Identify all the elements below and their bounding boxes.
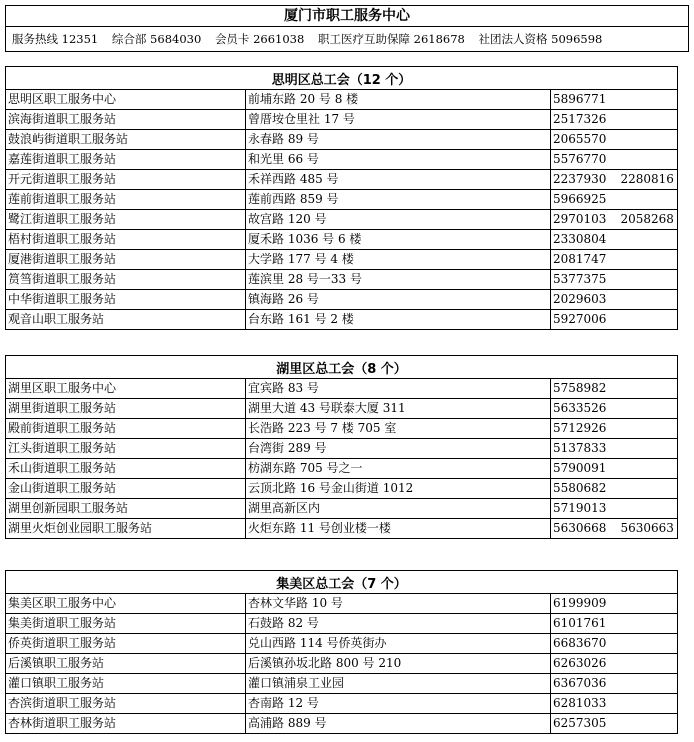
station-phone: 2517326 [553, 112, 607, 126]
table-row [6, 110, 678, 130]
station-address: 厦禾路 1036 号 6 楼 [246, 230, 551, 250]
station-phone-cell [551, 694, 678, 714]
table-row [6, 150, 678, 170]
station-name: 湖里创新园职工服务站 [6, 499, 246, 519]
table-row [6, 674, 678, 694]
station-phone-cell [551, 499, 678, 519]
station-address: 石鼓路 82 号 [246, 614, 551, 634]
station-name: 厦港街道职工服务站 [6, 250, 246, 270]
section-table-siming [5, 66, 678, 330]
station-phone-cell [551, 379, 678, 399]
station-name: 禾山街道职工服务站 [6, 459, 246, 479]
station-name: 殿前街道职工服务站 [6, 419, 246, 439]
section-jimei [5, 570, 691, 734]
station-phone: 5712926 [553, 421, 607, 435]
center-contact-line [6, 27, 688, 51]
station-phone-cell [551, 230, 678, 250]
table-row [6, 170, 678, 190]
station-address: 大学路 177 号 4 楼 [246, 250, 551, 270]
table-row [6, 379, 678, 399]
station-phone-cell [551, 310, 678, 330]
table-row [6, 250, 678, 270]
station-name: 筼筜街道职工服务站 [6, 270, 246, 290]
station-address: 镇海路 26 号 [246, 290, 551, 310]
medical-aid-text: 职工医疗互助保障 2618678 [317, 32, 465, 46]
table-row [6, 459, 678, 479]
station-name: 嘉莲街道职工服务站 [6, 150, 246, 170]
station-phone-cell [551, 654, 678, 674]
station-name: 后溪镇职工服务站 [6, 654, 246, 674]
table-row [6, 519, 678, 539]
table-row [6, 479, 678, 499]
section-siming [5, 66, 691, 330]
station-phone-cell [551, 614, 678, 634]
station-phone: 5719013 [553, 501, 607, 515]
member-card-text: 会员卡 2661038 [214, 32, 305, 46]
station-phone: 5377375 [553, 272, 607, 286]
table-row [6, 399, 678, 419]
station-phone-secondary: 2280816 [620, 172, 674, 186]
station-name: 集美街道职工服务站 [6, 614, 246, 634]
station-phone: 5966925 [553, 192, 607, 206]
station-phone: 2970103 [553, 212, 607, 226]
center-title: 厦门市职工服务中心 [6, 6, 688, 27]
station-address: 台湾街 289 号 [246, 439, 551, 459]
station-phone: 5927006 [553, 312, 607, 326]
station-phone-cell [551, 439, 678, 459]
station-name: 鹭江街道职工服务站 [6, 210, 246, 230]
table-row [6, 714, 678, 734]
station-address: 杏林文华路 10 号 [246, 594, 551, 614]
station-phone-secondary: 2058268 [620, 212, 674, 226]
station-name: 集美区职工服务中心 [6, 594, 246, 614]
station-address: 长浩路 223 号 7 楼 705 室 [246, 419, 551, 439]
center-header [5, 5, 689, 52]
table-row [6, 130, 678, 150]
table-row [6, 210, 678, 230]
station-phone-cell [551, 290, 678, 310]
station-phone-cell [551, 90, 678, 110]
station-address: 故宫路 120 号 [246, 210, 551, 230]
station-address: 云顶北路 16 号金山街道 1012 [246, 479, 551, 499]
station-phone-cell [551, 674, 678, 694]
station-phone-cell [551, 110, 678, 130]
station-phone-cell [551, 419, 678, 439]
station-phone: 2065570 [553, 132, 607, 146]
station-phone: 6257305 [553, 716, 607, 730]
table-row [6, 90, 678, 110]
station-address: 后溪镇孙坂北路 800 号 210 [246, 654, 551, 674]
station-address: 火炬东路 11 号创业楼一楼 [246, 519, 551, 539]
station-address: 湖里高新区内 [246, 499, 551, 519]
station-name: 开元街道职工服务站 [6, 170, 246, 190]
table-row [6, 439, 678, 459]
table-row [6, 614, 678, 634]
station-address: 莲滨里 28 号一33 号 [246, 270, 551, 290]
station-phone: 5896771 [553, 92, 607, 106]
table-row [6, 190, 678, 210]
station-phone: 2330804 [553, 232, 607, 246]
station-phone: 6199909 [553, 596, 607, 610]
station-name: 鼓浪屿街道职工服务站 [6, 130, 246, 150]
station-name: 江头街道职工服务站 [6, 439, 246, 459]
station-phone-cell [551, 170, 678, 190]
station-phone-cell [551, 459, 678, 479]
station-phone: 6263026 [553, 656, 607, 670]
station-name: 观音山职工服务站 [6, 310, 246, 330]
station-address: 曾厝垵仓里社 17 号 [246, 110, 551, 130]
station-address: 莲前西路 859 号 [246, 190, 551, 210]
station-phone: 6101761 [553, 616, 607, 630]
station-phone-cell [551, 130, 678, 150]
station-phone-cell [551, 399, 678, 419]
station-phone: 2029603 [553, 292, 607, 306]
table-row [6, 654, 678, 674]
table-row [6, 419, 678, 439]
table-row [6, 290, 678, 310]
station-name: 滨海街道职工服务站 [6, 110, 246, 130]
station-phone: 5758982 [553, 381, 607, 395]
station-address: 灌口镇浦泉工业园 [246, 674, 551, 694]
station-phone-cell [551, 714, 678, 734]
station-phone-cell [551, 150, 678, 170]
station-phone-cell [551, 210, 678, 230]
station-phone: 6367036 [553, 676, 607, 690]
station-phone: 5580682 [553, 481, 607, 495]
table-row [6, 594, 678, 614]
station-address: 台东路 161 号 2 楼 [246, 310, 551, 330]
station-address: 枋湖东路 705 号之一 [246, 459, 551, 479]
table-row [6, 230, 678, 250]
station-phone: 5633526 [553, 401, 607, 415]
general-dept-text: 综合部 5684030 [111, 32, 202, 46]
station-name: 灌口镇职工服务站 [6, 674, 246, 694]
station-phone-cell [551, 190, 678, 210]
station-name: 莲前街道职工服务站 [6, 190, 246, 210]
station-address: 宜宾路 83 号 [246, 379, 551, 399]
station-address: 兑山西路 114 号侨英街办 [246, 634, 551, 654]
table-row [6, 634, 678, 654]
hotline-text: 服务热线 12351 [12, 32, 99, 46]
station-name: 杏滨街道职工服务站 [6, 694, 246, 714]
station-phone-cell [551, 634, 678, 654]
station-name: 杏林街道职工服务站 [6, 714, 246, 734]
section-title: 思明区总工会（12 个） [6, 67, 678, 90]
station-name: 湖里街道职工服务站 [6, 399, 246, 419]
station-name: 梧村街道职工服务站 [6, 230, 246, 250]
station-phone-cell [551, 479, 678, 499]
table-row [6, 310, 678, 330]
legal-person-text: 社团法人资格 5096598 [478, 32, 603, 46]
station-address: 高浦路 889 号 [246, 714, 551, 734]
station-name: 思明区职工服务中心 [6, 90, 246, 110]
station-phone: 5576770 [553, 152, 607, 166]
section-title: 湖里区总工会（8 个） [6, 356, 678, 379]
section-huli [5, 355, 691, 539]
table-row [6, 499, 678, 519]
section-title: 集美区总工会（7 个） [6, 571, 678, 594]
station-address: 前埔东路 20 号 8 楼 [246, 90, 551, 110]
station-address: 永春路 89 号 [246, 130, 551, 150]
station-phone-cell [551, 519, 678, 539]
station-name: 侨英街道职工服务站 [6, 634, 246, 654]
station-name: 湖里火炬创业园职工服务站 [6, 519, 246, 539]
section-table-jimei [5, 570, 678, 734]
station-address: 和光里 66 号 [246, 150, 551, 170]
station-name: 金山街道职工服务站 [6, 479, 246, 499]
table-row [6, 694, 678, 714]
station-address: 湖里大道 43 号联泰大厦 311 [246, 399, 551, 419]
station-phone: 6683670 [553, 636, 607, 650]
station-phone: 2237930 [553, 172, 607, 186]
station-phone: 5630668 [553, 521, 607, 535]
station-name: 湖里区职工服务中心 [6, 379, 246, 399]
station-phone: 5790091 [553, 461, 607, 475]
station-phone-cell [551, 250, 678, 270]
station-phone-secondary: 5630663 [620, 521, 674, 535]
table-row [6, 270, 678, 290]
station-phone: 2081747 [553, 252, 607, 266]
station-phone-cell [551, 270, 678, 290]
station-phone-cell [551, 594, 678, 614]
section-table-huli [5, 355, 678, 539]
station-phone: 6281033 [553, 696, 607, 710]
station-name: 中华街道职工服务站 [6, 290, 246, 310]
station-phone: 5137833 [553, 441, 607, 455]
station-address: 杏南路 12 号 [246, 694, 551, 714]
station-address: 禾祥西路 485 号 [246, 170, 551, 190]
